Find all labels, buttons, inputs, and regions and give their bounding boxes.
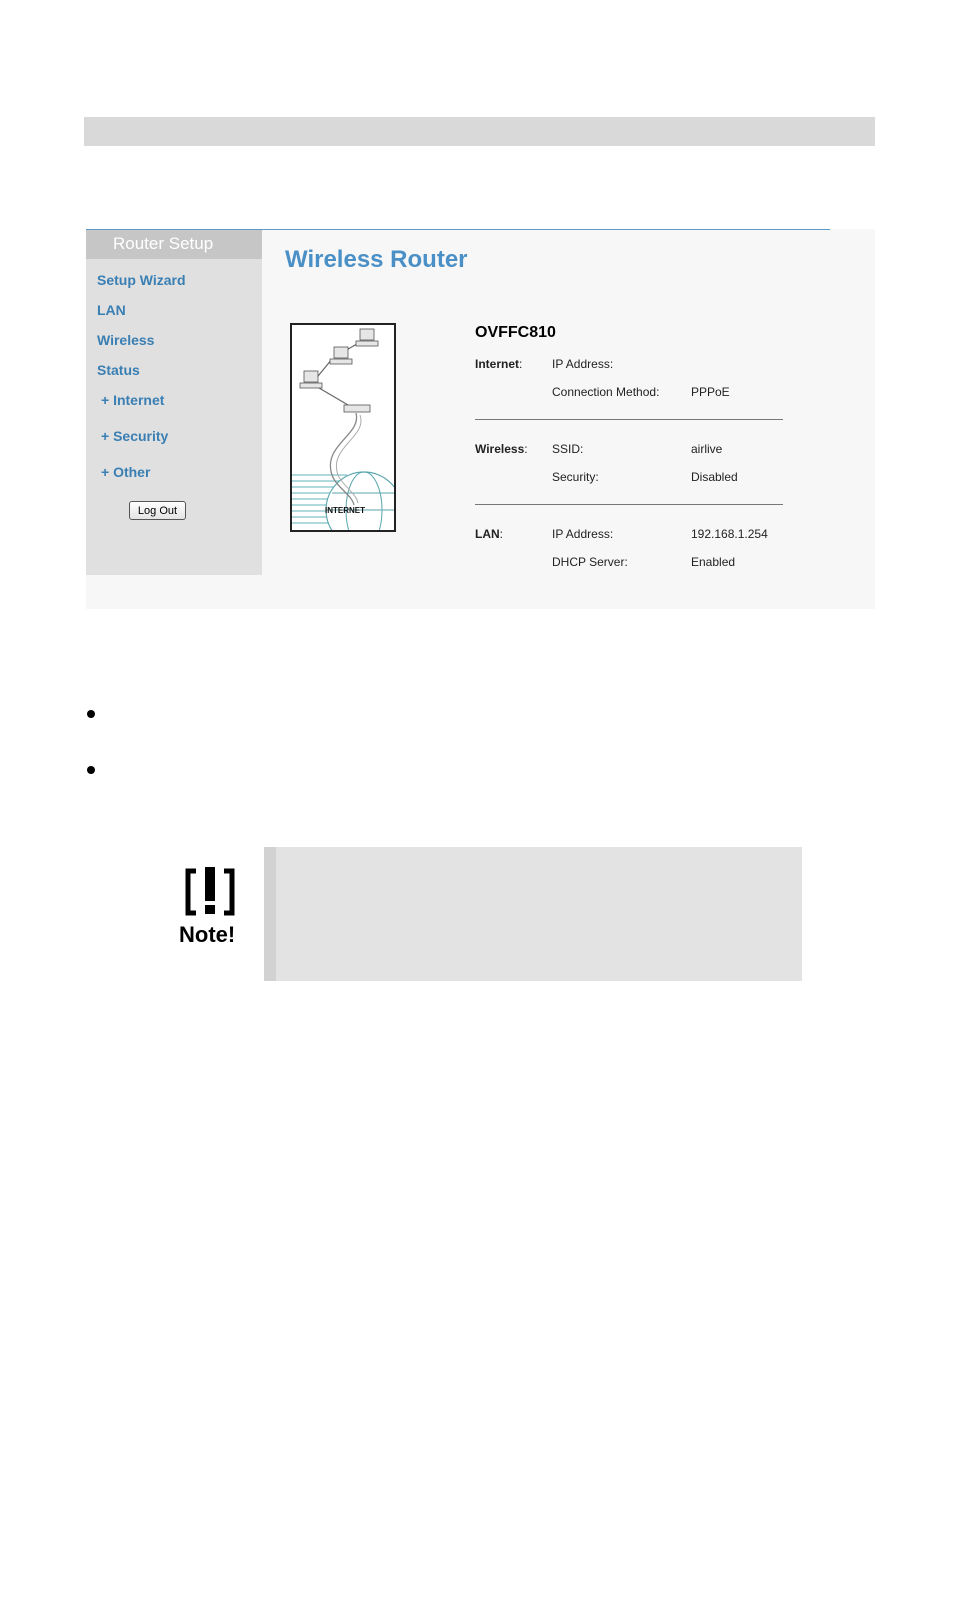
connection-method-label: Connection Method: [552, 385, 660, 399]
ssid-label: SSID: [552, 442, 584, 456]
sidebar-item-internet[interactable]: + Internet [101, 392, 165, 408]
security-label: Security: [552, 470, 599, 484]
connection-method-value: PPPoE [691, 385, 730, 399]
bullet-point [87, 766, 95, 774]
bullet-point [87, 710, 95, 718]
wireless-section-label: Wireless [475, 442, 525, 456]
dhcp-server-label: DHCP Server: [552, 555, 628, 569]
section-divider [475, 419, 783, 420]
network-illustration [290, 323, 396, 532]
ssid-value: airlive [691, 442, 723, 456]
note-box-edge [264, 847, 276, 981]
sidebar-title: Router Setup [86, 230, 262, 259]
security-value: Disabled [691, 470, 738, 484]
sidebar-item-lan[interactable]: LAN [97, 302, 126, 318]
illustration-internet-label: INTERNET [325, 506, 365, 515]
sidebar-item-other[interactable]: + Other [101, 464, 151, 480]
sidebar-item-wireless[interactable]: Wireless [97, 332, 155, 348]
section-divider [475, 504, 783, 505]
dhcp-server-value: Enabled [691, 555, 736, 569]
lan-ip-label: IP Address: [552, 527, 614, 541]
note-label: Note! [179, 922, 236, 947]
sidebar [86, 230, 262, 575]
sidebar-item-security[interactable]: + Security [101, 428, 169, 444]
sidebar-item-status[interactable]: Status [97, 362, 140, 378]
sidebar-item-setup-wizard[interactable]: Setup Wizard [97, 272, 186, 288]
lan-ip-value: 192.168.1.254 [691, 527, 768, 541]
router-admin-screenshot: Router Setup Setup Wizard LAN Wireless Status + Internet + Security + Other Log Out Wireless Router INTERNET OVFFC810 Internet: IP Address: Connection Method: PPPoE Wireless: SSID: airlive Security: Disabled LAN: IP Address: 192.168.1.254 DHCP Server: Enabled [86, 229, 875, 609]
section-header-bar [84, 117, 875, 146]
internet-ip-label: IP Address: [552, 357, 614, 371]
device-name: OVFFC810 [475, 324, 556, 341]
page-title: Wireless Router [285, 246, 468, 273]
internet-section-label: Internet [475, 357, 520, 371]
note-box [264, 847, 802, 981]
logout-button[interactable]: Log Out [129, 501, 186, 520]
lan-section-label: LAN [475, 527, 500, 541]
